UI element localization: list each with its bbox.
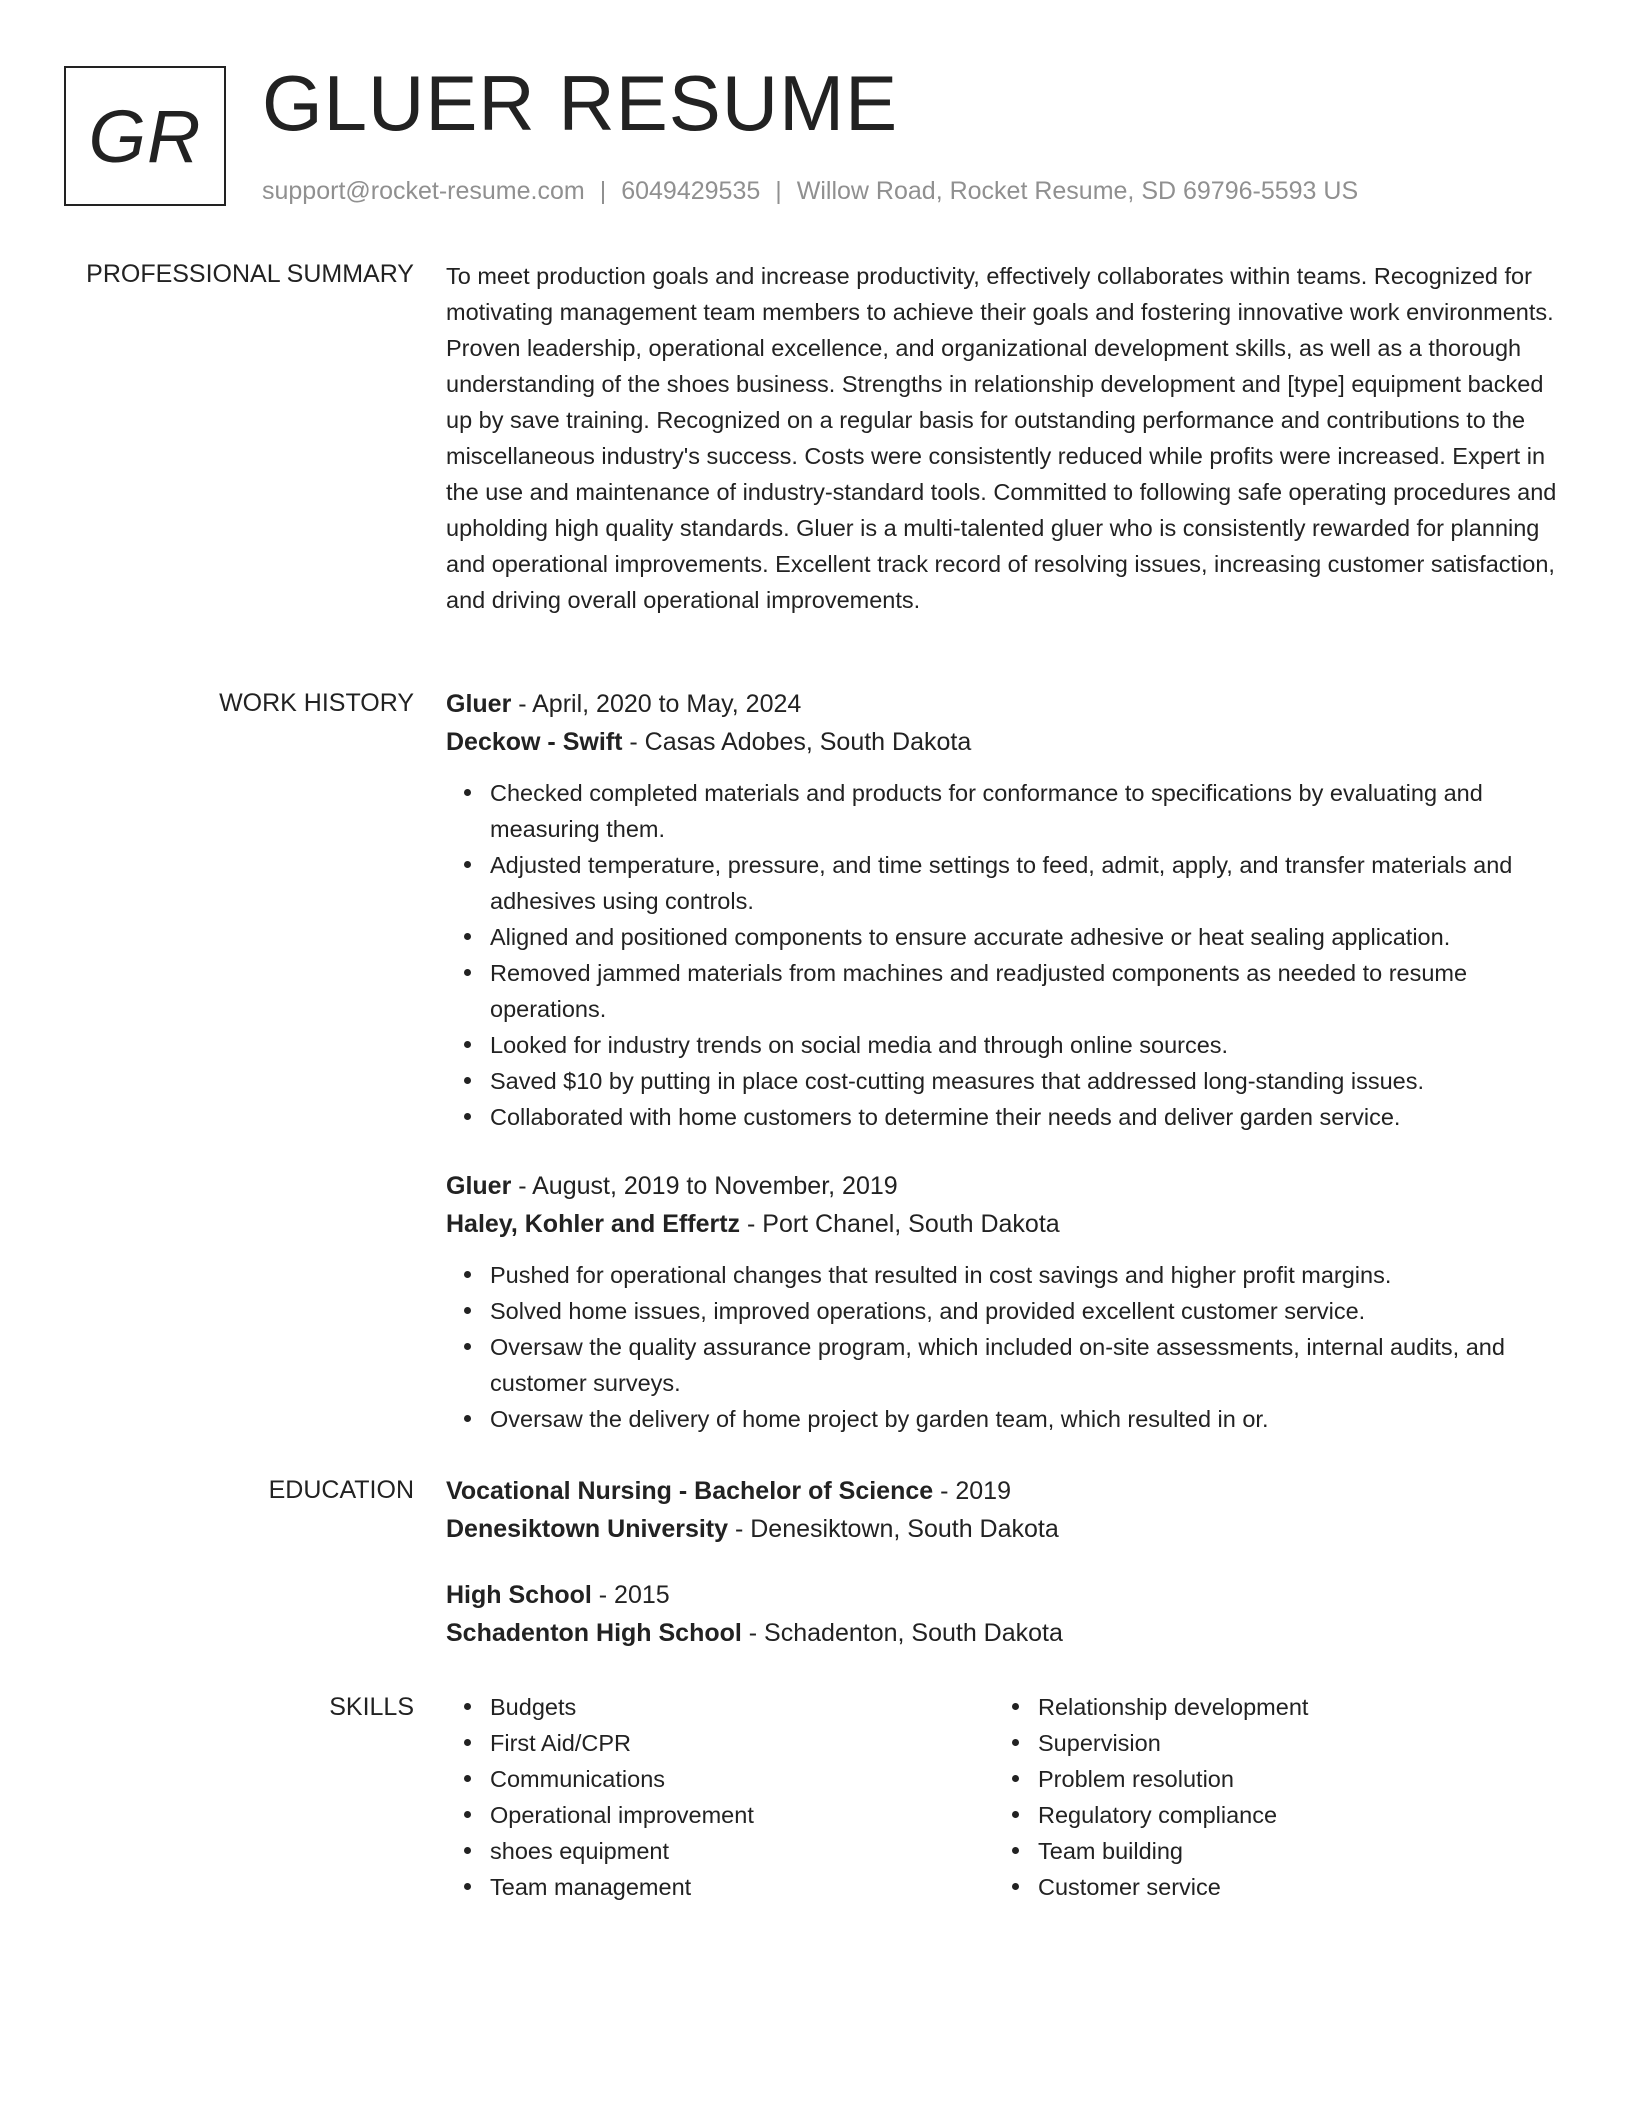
education-label: EDUCATION bbox=[268, 1476, 414, 1504]
skill-item: Budgets bbox=[490, 1689, 994, 1725]
contact-address: Willow Road, Rocket Resume, SD 69796-5593 US bbox=[796, 177, 1359, 205]
job-bullet: Oversaw the delivery of home project by garden team, which resulted in or. bbox=[490, 1401, 1566, 1437]
skills-list bbox=[994, 1689, 1494, 1905]
education-entry bbox=[446, 1576, 1566, 1652]
contact-phone[interactable]: 6049429535 bbox=[621, 177, 761, 205]
education-entry bbox=[446, 1472, 1566, 1548]
skill-item: Customer service bbox=[1038, 1869, 1494, 1905]
skill-item: First Aid/CPR bbox=[490, 1725, 994, 1761]
education-year: - 2019 bbox=[933, 1477, 1011, 1505]
skill-item: Team building bbox=[1038, 1833, 1494, 1869]
skills-list bbox=[446, 1689, 994, 1905]
skill-item: Regulatory compliance bbox=[1038, 1797, 1494, 1833]
education-location: - Schadenton, South Dakota bbox=[741, 1619, 1063, 1647]
job-bullet: Collaborated with home customers to determine their needs and deliver garden service. bbox=[490, 1099, 1566, 1135]
job-location: - Casas Adobes, South Dakota bbox=[622, 728, 972, 756]
skills-label: SKILLS bbox=[329, 1693, 414, 1721]
contact-separator: | bbox=[775, 177, 782, 205]
job-company-line bbox=[446, 723, 1566, 761]
contact-email[interactable]: support@rocket-resume.com bbox=[262, 177, 585, 205]
skill-item: shoes equipment bbox=[490, 1833, 994, 1869]
job-bullet: Removed jammed materials from machines and readjusted components as needed to resume operations. bbox=[490, 955, 1566, 1027]
skill-item: Communications bbox=[490, 1761, 994, 1797]
skill-item: Operational improvement bbox=[490, 1797, 994, 1833]
education-degree-line bbox=[446, 1576, 1566, 1614]
contact-line bbox=[262, 176, 1358, 206]
education-degree: Vocational Nursing - Bachelor of Science bbox=[446, 1477, 934, 1505]
job-company-line bbox=[446, 1205, 1566, 1243]
summary-body bbox=[446, 258, 1566, 618]
skills-column bbox=[994, 1689, 1494, 1905]
job-bullet: Checked completed materials and products for conformance to specifications by evaluating and measuring them. bbox=[490, 775, 1566, 847]
job-bullet: Aligned and positioned components to ensure accurate adhesive or heat sealing application. bbox=[490, 919, 1566, 955]
job-entry bbox=[446, 1167, 1566, 1437]
summary-label: PROFESSIONAL SUMMARY bbox=[86, 260, 414, 288]
job-bullets bbox=[446, 775, 1566, 1135]
education-school: Denesiktown University bbox=[446, 1515, 729, 1543]
education-location: - Denesiktown, South Dakota bbox=[728, 1515, 1059, 1543]
work-history-label: WORK HISTORY bbox=[219, 689, 414, 717]
skill-item: Problem resolution bbox=[1038, 1761, 1494, 1797]
job-dates: - August, 2019 to November, 2019 bbox=[511, 1172, 898, 1200]
contact-separator: | bbox=[599, 177, 607, 205]
education-degree: High School bbox=[446, 1581, 592, 1609]
skill-item: Relationship development bbox=[1038, 1689, 1494, 1725]
job-bullet: Looked for industry trends on social media and through online sources. bbox=[490, 1027, 1566, 1063]
job-title-line bbox=[446, 685, 1566, 723]
education-school: Schadenton High School bbox=[446, 1619, 742, 1647]
job-bullet: Saved $10 by putting in place cost-cutting measures that addressed long-standing issues. bbox=[490, 1063, 1566, 1099]
skills-column bbox=[446, 1689, 994, 1905]
monogram-initials: GR bbox=[88, 94, 202, 178]
job-bullet: Pushed for operational changes that resulted in cost savings and higher profit margins. bbox=[490, 1257, 1566, 1293]
education-degree-line bbox=[446, 1472, 1566, 1510]
resume-name: GLUER RESUME bbox=[262, 59, 899, 147]
skill-item: Supervision bbox=[1038, 1725, 1494, 1761]
job-bullet: Adjusted temperature, pressure, and time settings to feed, admit, apply, and transfer materials and adhesives using controls. bbox=[490, 847, 1566, 919]
job-company: Deckow - Swift bbox=[446, 728, 623, 756]
job-bullet: Oversaw the quality assurance program, which included on-site assessments, internal audits, and customer surveys. bbox=[490, 1329, 1566, 1401]
job-bullet: Solved home issues, improved operations, and provided excellent customer service. bbox=[490, 1293, 1566, 1329]
education-year: - 2015 bbox=[591, 1581, 670, 1609]
education-body bbox=[446, 1472, 1566, 1680]
skills-body bbox=[446, 1689, 1566, 1905]
job-title: Gluer bbox=[446, 690, 512, 718]
job-dates: - April, 2020 to May, 2024 bbox=[511, 690, 802, 718]
job-title-line bbox=[446, 1167, 1566, 1205]
job-company: Haley, Kohler and Effertz bbox=[446, 1210, 741, 1238]
job-bullets bbox=[446, 1257, 1566, 1437]
monogram-box bbox=[64, 66, 226, 206]
education-school-line bbox=[446, 1614, 1566, 1652]
job-entry bbox=[446, 685, 1566, 1135]
skill-item: Team management bbox=[490, 1869, 994, 1905]
job-location: - Port Chanel, South Dakota bbox=[740, 1210, 1060, 1238]
summary-text: To meet production goals and increase productivity, effectively collaborates within teams. Recognized for motivating management team members to achieve their goals and fostering innovative work environments. Proven leadership, operational excellence, and organizational development skills, as well as a thorough understanding of the shoes business. Strengths in relationship development and [type] equipment backed up by save training. Recognized on a regular basis for outstanding performance and contributions to the miscellaneous industry's success. Costs were consistently reduced while profits were increased. Expert in the use and maintenance of industry-standard tools. Committed to following safe operating procedures and upholding high quality standards. Gluer is a multi-talented gluer who is consistently rewarded for planning and operational improvements. Excellent track record of resolving issues, increasing customer satisfaction, and driving overall operational improvements. bbox=[446, 263, 1557, 613]
work-history-body bbox=[446, 685, 1566, 1469]
job-title: Gluer bbox=[446, 1172, 512, 1200]
education-school-line bbox=[446, 1510, 1566, 1548]
